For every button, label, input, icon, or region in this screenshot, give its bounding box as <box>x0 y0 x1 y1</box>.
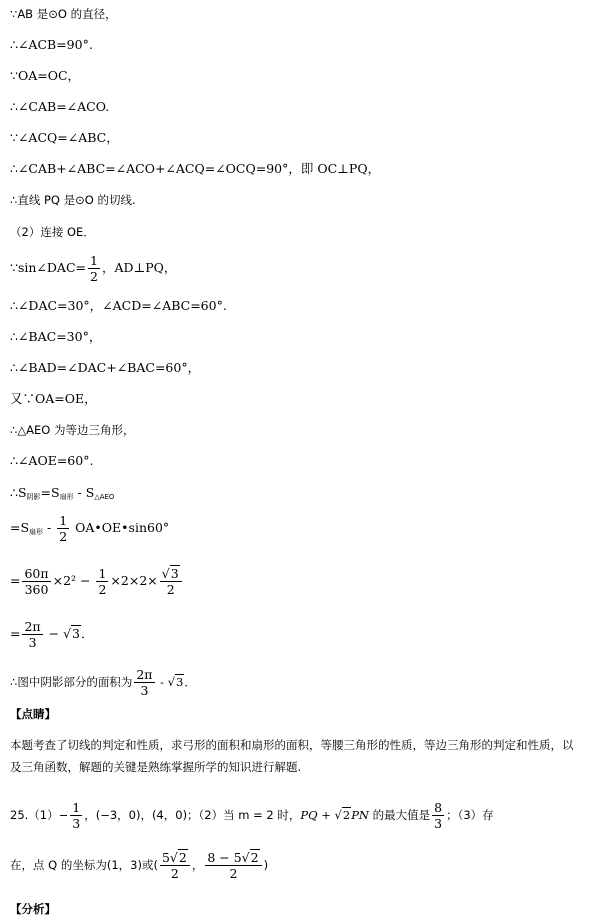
fraction-5sqrt2-over-2: $\frac{5√2}{2}$ <box>160 850 190 881</box>
answer-25-line1: 25.（1）− $\frac{1}{3}$ ，(−3，0)，(4，0)；（2）当 m = 2 时，PQ + √2PN 的最大值是 $\frac{8}{3}$ ；（3）存 <box>10 800 494 831</box>
line-tangent: ∴直线 PQ 是⊙O 的切线. <box>10 193 136 207</box>
fraction-eight-thirds: $\frac{8}{3}$ <box>434 800 443 831</box>
analysis-heading: 【分析】 <box>10 902 56 916</box>
line-area-formula: $\therefore S_{阴影}=S_{扇形} - S_{\triangle AEO}$ <box>10 485 115 501</box>
sqrt-symbol: √3 <box>63 626 80 641</box>
fraction-one-half: $\frac{1}{2}$ <box>89 253 98 284</box>
line-area-expand: $=S_{扇形}$ - $\frac{1}{2}$ OA•OE•sin60° <box>10 513 170 544</box>
line-acq-abc: ∵∠ACQ=∠ABC， <box>10 130 119 145</box>
line-bac-30: ∴∠BAC=30°， <box>10 329 102 344</box>
fraction-2pi-over-3: $\frac{2\pi}{3}$ <box>24 619 41 650</box>
line-area-numeric: = $\frac{60\pi}{360}$ ×2² − $\frac{1}{2}$ ×2×2× $\frac{√3}{2}$ <box>10 566 184 597</box>
line-aoe-60: ∴∠AOE=60°. <box>10 453 94 468</box>
line-area-result: = $\frac{2\pi}{3}$ − √3． <box>10 619 94 650</box>
line-bad-60: ∴∠BAD=∠DAC+∠BAC=60°， <box>10 360 201 375</box>
answer-25-line2: 在，点 Q 的坐标为(1，3)或( $\frac{5√2}{2}$ ， $\frac{8 - 5√2}{2}$ ) <box>10 850 269 881</box>
fraction-sector: $\frac{60\pi}{360}$ <box>24 566 49 597</box>
sqrt-symbol: √2 <box>169 850 187 865</box>
fraction-sqrt3-over-2: $\frac{√3}{2}$ <box>160 566 182 597</box>
fraction-one-half: $\frac{1}{2}$ <box>98 566 107 597</box>
line-ab-diameter: ∵AB 是⊙O 的直径， <box>10 7 117 21</box>
fraction-8-minus-5sqrt2-over-2: $\frac{8 - 5√2}{2}$ <box>205 850 261 881</box>
line-dac-30: ∴∠DAC=30°，∠ACD=∠ABC=60°. <box>10 298 227 313</box>
fraction-one-third: $\frac{1}{3}$ <box>72 800 81 831</box>
line-oc-perp-pq: ∴∠CAB+∠ABC=∠ACO+∠ACQ=∠OCQ=90°，即 OC⊥PQ， <box>10 161 381 176</box>
line-area-conclusion: ∴图中阴影部分的面积为 $\frac{2\pi}{3}$ - √3． <box>10 667 196 698</box>
line-equilateral: ∴△AEO 为等边三角形， <box>10 423 135 437</box>
sqrt-symbol: √2 <box>241 850 259 865</box>
line-oa-oe: 又∵OA=OE， <box>10 391 97 406</box>
line-connect-oe: （2）连接 OE． <box>10 225 95 239</box>
line-cab-aco: ∴∠CAB=∠ACO. <box>10 99 110 114</box>
sqrt-symbol: √3 <box>161 566 179 581</box>
sqrt-symbol: √2 <box>334 808 351 822</box>
line-oa-oc: ∵OA=OC， <box>10 68 81 83</box>
line-sin-dac: ∵sin∠DAC= $\frac{1}{2}$ ，AD⊥PQ， <box>10 253 177 284</box>
comment-text: 本题考查了切线的判定和性质，求弓形的面积和扇形的面积，等腰三角形的性质，等边三角形的判定和性质，以及三角函数，解题的关键是熟练掌握所学的知识进行解题. <box>10 738 574 774</box>
fraction-2pi-over-3: $\frac{2\pi}{3}$ <box>136 667 153 698</box>
line-acb-90: ∴∠ACB=90°. <box>10 37 93 52</box>
comment-heading: 【点睛】 <box>10 707 56 721</box>
sqrt-symbol: √3 <box>167 675 184 689</box>
fraction-one-half: $\frac{1}{2}$ <box>59 513 68 544</box>
